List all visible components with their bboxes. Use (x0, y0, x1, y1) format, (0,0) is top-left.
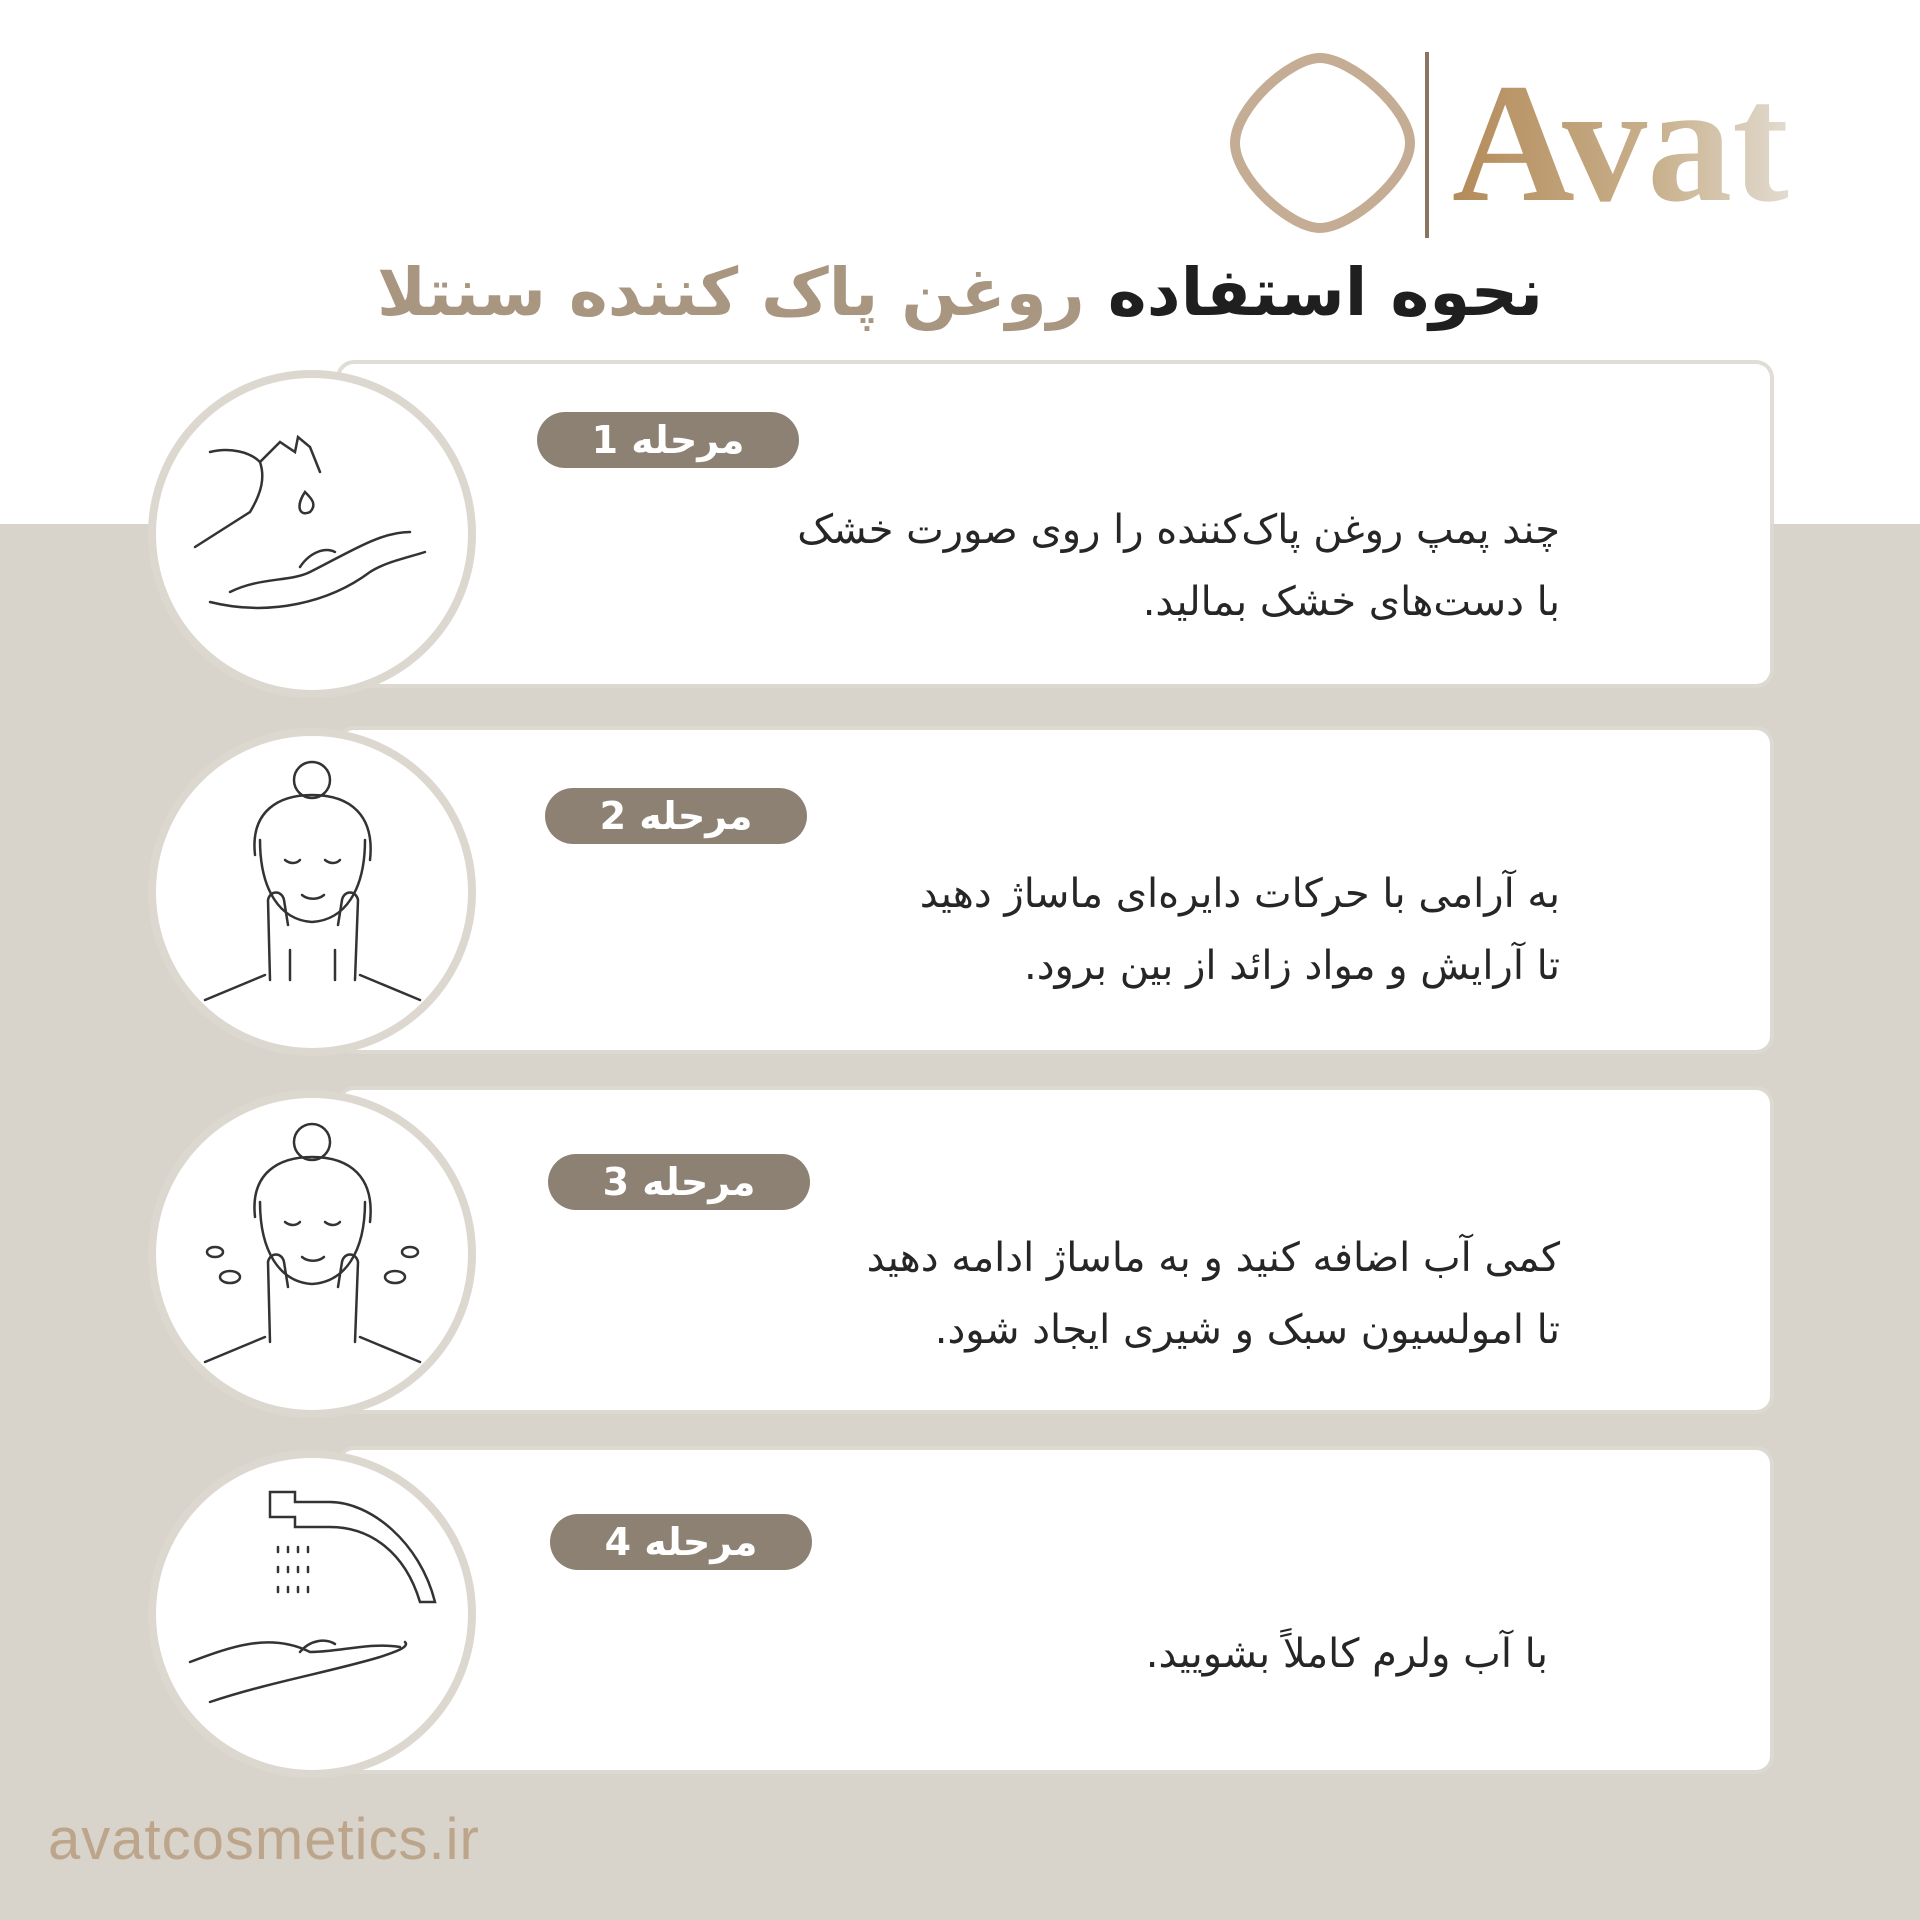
step-icon-circle-3 (148, 1090, 476, 1418)
face-water-icon (170, 1112, 454, 1396)
step-1-line-2: با دست‌های خشک بمالید. (1142, 579, 1560, 625)
step-icon-circle-2 (148, 728, 476, 1056)
step-4-line-1: با آب ولرم کاملاً بشویید. (1145, 1631, 1548, 1677)
step-icon-circle-1 (148, 370, 476, 698)
step-badge-1: مرحله 1 (537, 412, 799, 468)
step-2-line-2: تا آرایش و مواد زائد از بین برود. (1023, 943, 1560, 989)
step-text-3 (660, 1222, 1560, 1366)
website-url[interactable]: avatcosmetics.ir (48, 1807, 480, 1872)
face-massage-icon (170, 750, 454, 1034)
step-3-line-2: تا امولسیون سبک و شیری ایجاد شود. (934, 1307, 1560, 1353)
step-text-4 (648, 1618, 1548, 1690)
page-title (0, 248, 1920, 338)
step-badge-4: مرحله 4 (550, 1514, 812, 1570)
step-text-2 (660, 858, 1560, 1002)
diamond-icon (1235, 58, 1410, 228)
step-icon-circle-4 (148, 1450, 476, 1778)
step-card-2 (340, 730, 1770, 1050)
title-accent: روغن پاک کننده سنتلا (376, 254, 1085, 331)
pump-hand-icon (170, 392, 454, 676)
step-text-1 (660, 494, 1560, 638)
step-card-4 (340, 1450, 1770, 1770)
step-badge-3: مرحله 3 (548, 1154, 810, 1210)
title-prefix: نحوه استفاده (1107, 254, 1544, 331)
step-3-line-1: کمی آب اضافه کنید و به ماساژ ادامه دهید (866, 1235, 1560, 1281)
brand-logo (1230, 48, 1870, 248)
brand-wordmark: Avat (1452, 49, 1789, 237)
step-card-3 (340, 1090, 1770, 1410)
step-card-1 (340, 364, 1770, 684)
step-2-line-1: به آرامی با حرکات دایره‌ای ماساژ دهید (919, 871, 1560, 917)
faucet-hand-icon (170, 1472, 454, 1756)
step-badge-2: مرحله 2 (545, 788, 807, 844)
step-1-line-1: چند پمپ روغن پاک‌کننده را روی صورت خشک (797, 507, 1560, 553)
